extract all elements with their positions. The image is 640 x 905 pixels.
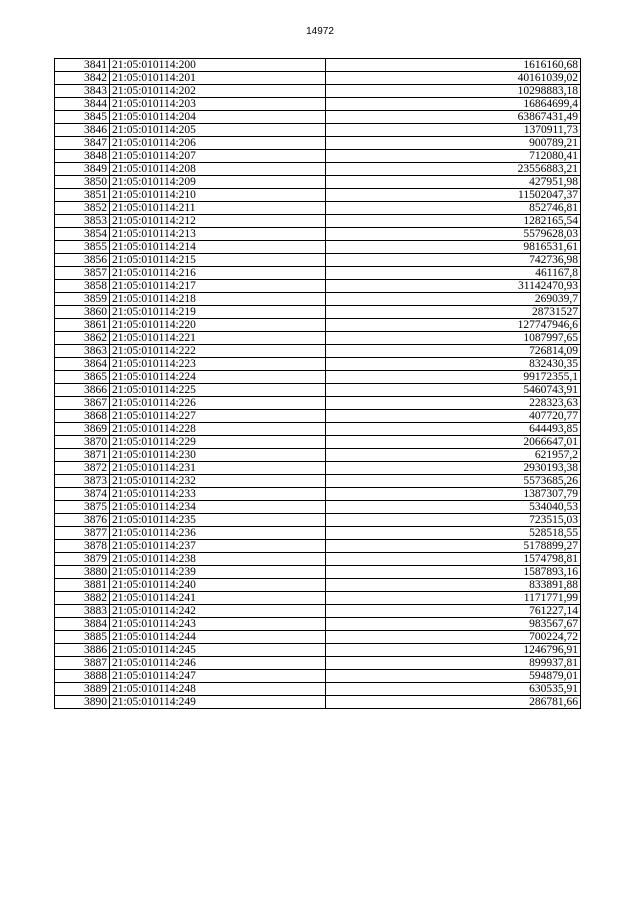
cadastral-number-cell: 21:05:010114:227 bbox=[110, 410, 326, 423]
table-row bbox=[55, 449, 581, 462]
table-row bbox=[55, 85, 581, 98]
row-number-cell: 3885 bbox=[55, 631, 110, 644]
row-number-cell: 3887 bbox=[55, 657, 110, 670]
cadastral-number-cell: 21:05:010114:222 bbox=[110, 345, 326, 358]
cadastral-value-cell: 1587893,16 bbox=[326, 566, 581, 579]
cadastral-number-cell: 21:05:010114:240 bbox=[110, 579, 326, 592]
cadastral-number-cell: 21:05:010114:246 bbox=[110, 657, 326, 670]
table-row bbox=[55, 683, 581, 696]
cadastral-value-cell: 621957,2 bbox=[326, 449, 581, 462]
cadastral-value-cell: 1246796,91 bbox=[326, 644, 581, 657]
cadastral-value-cell: 31142470,93 bbox=[326, 280, 581, 293]
row-number-cell: 3883 bbox=[55, 605, 110, 618]
table-row bbox=[55, 228, 581, 241]
cadastral-value-cell: 5460743,91 bbox=[326, 384, 581, 397]
cadastral-value-cell: 726814,09 bbox=[326, 345, 581, 358]
row-number-cell: 3861 bbox=[55, 319, 110, 332]
row-number-cell: 3842 bbox=[55, 72, 110, 85]
cadastral-value-cell: 2930193,38 bbox=[326, 462, 581, 475]
cadastral-number-cell: 21:05:010114:202 bbox=[110, 85, 326, 98]
row-number-cell: 3841 bbox=[55, 59, 110, 72]
table-row bbox=[55, 293, 581, 306]
cadastral-number-cell: 21:05:010114:249 bbox=[110, 696, 326, 709]
cadastral-value-cell: 899937,81 bbox=[326, 657, 581, 670]
row-number-cell: 3851 bbox=[55, 189, 110, 202]
cadastral-number-cell: 21:05:010114:201 bbox=[110, 72, 326, 85]
row-number-cell: 3857 bbox=[55, 267, 110, 280]
row-number-cell: 3888 bbox=[55, 670, 110, 683]
row-number-cell: 3867 bbox=[55, 397, 110, 410]
cadastral-number-cell: 21:05:010114:212 bbox=[110, 215, 326, 228]
cadastral-number-cell: 21:05:010114:206 bbox=[110, 137, 326, 150]
cadastral-number-cell: 21:05:010114:209 bbox=[110, 176, 326, 189]
cadastral-number-cell: 21:05:010114:210 bbox=[110, 189, 326, 202]
table-row bbox=[55, 631, 581, 644]
table-row bbox=[55, 59, 581, 72]
table-body bbox=[55, 59, 581, 709]
row-number-cell: 3877 bbox=[55, 527, 110, 540]
table-row bbox=[55, 501, 581, 514]
cadastral-number-cell: 21:05:010114:225 bbox=[110, 384, 326, 397]
row-number-cell: 3874 bbox=[55, 488, 110, 501]
cadastral-number-cell: 21:05:010114:211 bbox=[110, 202, 326, 215]
cadastral-value-cell: 742736,98 bbox=[326, 254, 581, 267]
table-row bbox=[55, 319, 581, 332]
cadastral-value-cell: 644493,85 bbox=[326, 423, 581, 436]
cadastral-value-cell: 712080,41 bbox=[326, 150, 581, 163]
cadastral-value-cell: 833891,88 bbox=[326, 579, 581, 592]
cadastral-value-cell: 461167,8 bbox=[326, 267, 581, 280]
table-row bbox=[55, 98, 581, 111]
cadastral-number-cell: 21:05:010114:236 bbox=[110, 527, 326, 540]
cadastral-number-cell: 21:05:010114:226 bbox=[110, 397, 326, 410]
row-number-cell: 3852 bbox=[55, 202, 110, 215]
table-row bbox=[55, 267, 581, 280]
row-number-cell: 3890 bbox=[55, 696, 110, 709]
cadastral-value-cell: 10298883,18 bbox=[326, 85, 581, 98]
table-row bbox=[55, 423, 581, 436]
table-row bbox=[55, 566, 581, 579]
cadastral-number-cell: 21:05:010114:215 bbox=[110, 254, 326, 267]
row-number-cell: 3864 bbox=[55, 358, 110, 371]
row-number-cell: 3889 bbox=[55, 683, 110, 696]
cadastral-value-cell: 761227,14 bbox=[326, 605, 581, 618]
row-number-cell: 3875 bbox=[55, 501, 110, 514]
row-number-cell: 3870 bbox=[55, 436, 110, 449]
row-number-cell: 3853 bbox=[55, 215, 110, 228]
cadastral-value-cell: 16864699,4 bbox=[326, 98, 581, 111]
table-row bbox=[55, 176, 581, 189]
row-number-cell: 3884 bbox=[55, 618, 110, 631]
table-row bbox=[55, 163, 581, 176]
cadastral-value-cell: 427951,98 bbox=[326, 176, 581, 189]
cadastral-value-cell: 1574798,81 bbox=[326, 553, 581, 566]
row-number-cell: 3844 bbox=[55, 98, 110, 111]
table-row bbox=[55, 462, 581, 475]
cadastral-number-cell: 21:05:010114:241 bbox=[110, 592, 326, 605]
table-row bbox=[55, 137, 581, 150]
row-number-cell: 3868 bbox=[55, 410, 110, 423]
row-number-cell: 3873 bbox=[55, 475, 110, 488]
cadastral-number-cell: 21:05:010114:243 bbox=[110, 618, 326, 631]
cadastral-value-cell: 5579628,03 bbox=[326, 228, 581, 241]
row-number-cell: 3863 bbox=[55, 345, 110, 358]
cadastral-value-cell: 1171771,99 bbox=[326, 592, 581, 605]
cadastral-value-cell: 11502047,37 bbox=[326, 189, 581, 202]
cadastral-number-cell: 21:05:010114:200 bbox=[110, 59, 326, 72]
table-row bbox=[55, 553, 581, 566]
cadastral-value-cell: 594879,01 bbox=[326, 670, 581, 683]
cadastral-number-cell: 21:05:010114:224 bbox=[110, 371, 326, 384]
row-number-cell: 3859 bbox=[55, 293, 110, 306]
table-row bbox=[55, 306, 581, 319]
row-number-cell: 3879 bbox=[55, 553, 110, 566]
row-number-cell: 3858 bbox=[55, 280, 110, 293]
cadastral-value-cell: 1370911,73 bbox=[326, 124, 581, 137]
table-row bbox=[55, 670, 581, 683]
row-number-cell: 3848 bbox=[55, 150, 110, 163]
table-row bbox=[55, 436, 581, 449]
cadastral-value-cell: 528518,55 bbox=[326, 527, 581, 540]
cadastral-number-cell: 21:05:010114:231 bbox=[110, 462, 326, 475]
cadastral-number-cell: 21:05:010114:245 bbox=[110, 644, 326, 657]
row-number-cell: 3880 bbox=[55, 566, 110, 579]
cadastral-number-cell: 21:05:010114:217 bbox=[110, 280, 326, 293]
table-row bbox=[55, 111, 581, 124]
cadastral-number-cell: 21:05:010114:208 bbox=[110, 163, 326, 176]
table-row bbox=[55, 280, 581, 293]
table-row bbox=[55, 475, 581, 488]
cadastral-number-cell: 21:05:010114:228 bbox=[110, 423, 326, 436]
row-number-cell: 3854 bbox=[55, 228, 110, 241]
cadastral-value-cell: 832430,35 bbox=[326, 358, 581, 371]
row-number-cell: 3850 bbox=[55, 176, 110, 189]
row-number-cell: 3878 bbox=[55, 540, 110, 553]
table-row bbox=[55, 605, 581, 618]
cadastral-value-cell: 1282165,54 bbox=[326, 215, 581, 228]
table-row bbox=[55, 215, 581, 228]
cadastral-value-cell: 5178899,27 bbox=[326, 540, 581, 553]
cadastral-number-cell: 21:05:010114:216 bbox=[110, 267, 326, 280]
row-number-cell: 3866 bbox=[55, 384, 110, 397]
table-row bbox=[55, 72, 581, 85]
table-row bbox=[55, 696, 581, 709]
cadastral-number-cell: 21:05:010114:223 bbox=[110, 358, 326, 371]
cadastral-value-cell: 28731527 bbox=[326, 306, 581, 319]
row-number-cell: 3843 bbox=[55, 85, 110, 98]
cadastral-number-cell: 21:05:010114:248 bbox=[110, 683, 326, 696]
table-row bbox=[55, 124, 581, 137]
table-row bbox=[55, 150, 581, 163]
row-number-cell: 3862 bbox=[55, 332, 110, 345]
cadastral-value-cell: 40161039,02 bbox=[326, 72, 581, 85]
cadastral-value-cell: 407720,77 bbox=[326, 410, 581, 423]
cadastral-number-cell: 21:05:010114:242 bbox=[110, 605, 326, 618]
table-row bbox=[55, 410, 581, 423]
cadastral-value-cell: 630535,91 bbox=[326, 683, 581, 696]
cadastral-value-cell: 534040,53 bbox=[326, 501, 581, 514]
table-row bbox=[55, 527, 581, 540]
row-number-cell: 3876 bbox=[55, 514, 110, 527]
cadastral-number-cell: 21:05:010114:213 bbox=[110, 228, 326, 241]
cadastral-number-cell: 21:05:010114:221 bbox=[110, 332, 326, 345]
table-row bbox=[55, 358, 581, 371]
table-row bbox=[55, 592, 581, 605]
cadastral-value-cell: 9816531,61 bbox=[326, 241, 581, 254]
row-number-cell: 3865 bbox=[55, 371, 110, 384]
table-row bbox=[55, 618, 581, 631]
cadastral-value-cell: 2066647,01 bbox=[326, 436, 581, 449]
cadastral-number-cell: 21:05:010114:233 bbox=[110, 488, 326, 501]
row-number-cell: 3872 bbox=[55, 462, 110, 475]
row-number-cell: 3869 bbox=[55, 423, 110, 436]
cadastral-number-cell: 21:05:010114:234 bbox=[110, 501, 326, 514]
cadastral-number-cell: 21:05:010114:247 bbox=[110, 670, 326, 683]
cadastral-number-cell: 21:05:010114:229 bbox=[110, 436, 326, 449]
cadastral-value-cell: 700224,72 bbox=[326, 631, 581, 644]
cadastral-number-cell: 21:05:010114:230 bbox=[110, 449, 326, 462]
row-number-cell: 3855 bbox=[55, 241, 110, 254]
cadastral-value-cell: 1387307,79 bbox=[326, 488, 581, 501]
table-row bbox=[55, 241, 581, 254]
cadastral-number-cell: 21:05:010114:207 bbox=[110, 150, 326, 163]
cadastral-number-cell: 21:05:010114:204 bbox=[110, 111, 326, 124]
page-number: 14972 bbox=[306, 26, 334, 37]
cadastral-value-cell: 99172355,1 bbox=[326, 371, 581, 384]
row-number-cell: 3886 bbox=[55, 644, 110, 657]
cadastral-value-cell: 269039,7 bbox=[326, 293, 581, 306]
row-number-cell: 3847 bbox=[55, 137, 110, 150]
cadastral-number-cell: 21:05:010114:214 bbox=[110, 241, 326, 254]
table-row bbox=[55, 579, 581, 592]
cadastral-number-cell: 21:05:010114:218 bbox=[110, 293, 326, 306]
table-row bbox=[55, 202, 581, 215]
cadastral-value-cell: 1087997,65 bbox=[326, 332, 581, 345]
cadastral-value-cell: 983567,67 bbox=[326, 618, 581, 631]
cadastral-number-cell: 21:05:010114:237 bbox=[110, 540, 326, 553]
cadastral-value-cell: 23556883,21 bbox=[326, 163, 581, 176]
table-row bbox=[55, 384, 581, 397]
row-number-cell: 3881 bbox=[55, 579, 110, 592]
cadastral-value-cell: 5573685,26 bbox=[326, 475, 581, 488]
cadastral-number-cell: 21:05:010114:235 bbox=[110, 514, 326, 527]
table-row bbox=[55, 189, 581, 202]
cadastral-number-cell: 21:05:010114:238 bbox=[110, 553, 326, 566]
table-row bbox=[55, 657, 581, 670]
table-row bbox=[55, 397, 581, 410]
cadastral-number-cell: 21:05:010114:219 bbox=[110, 306, 326, 319]
table-row bbox=[55, 488, 581, 501]
table-row bbox=[55, 514, 581, 527]
cadastral-value-table bbox=[54, 58, 581, 709]
row-number-cell: 3856 bbox=[55, 254, 110, 267]
cadastral-number-cell: 21:05:010114:203 bbox=[110, 98, 326, 111]
cadastral-value-cell: 286781,66 bbox=[326, 696, 581, 709]
cadastral-value-cell: 228323,63 bbox=[326, 397, 581, 410]
cadastral-number-cell: 21:05:010114:232 bbox=[110, 475, 326, 488]
row-number-cell: 3849 bbox=[55, 163, 110, 176]
row-number-cell: 3846 bbox=[55, 124, 110, 137]
cadastral-number-cell: 21:05:010114:220 bbox=[110, 319, 326, 332]
cadastral-number-cell: 21:05:010114:205 bbox=[110, 124, 326, 137]
cadastral-value-cell: 63867431,49 bbox=[326, 111, 581, 124]
table-row bbox=[55, 644, 581, 657]
table-row bbox=[55, 254, 581, 267]
row-number-cell: 3845 bbox=[55, 111, 110, 124]
row-number-cell: 3882 bbox=[55, 592, 110, 605]
cadastral-number-cell: 21:05:010114:244 bbox=[110, 631, 326, 644]
cadastral-value-cell: 723515,03 bbox=[326, 514, 581, 527]
table-row bbox=[55, 540, 581, 553]
cadastral-value-cell: 127747946,6 bbox=[326, 319, 581, 332]
table-row bbox=[55, 332, 581, 345]
row-number-cell: 3860 bbox=[55, 306, 110, 319]
row-number-cell: 3871 bbox=[55, 449, 110, 462]
cadastral-value-cell: 900789,21 bbox=[326, 137, 581, 150]
table-row bbox=[55, 345, 581, 358]
cadastral-value-cell: 1616160,68 bbox=[326, 59, 581, 72]
cadastral-number-cell: 21:05:010114:239 bbox=[110, 566, 326, 579]
cadastral-value-cell: 852746,81 bbox=[326, 202, 581, 215]
table-row bbox=[55, 371, 581, 384]
